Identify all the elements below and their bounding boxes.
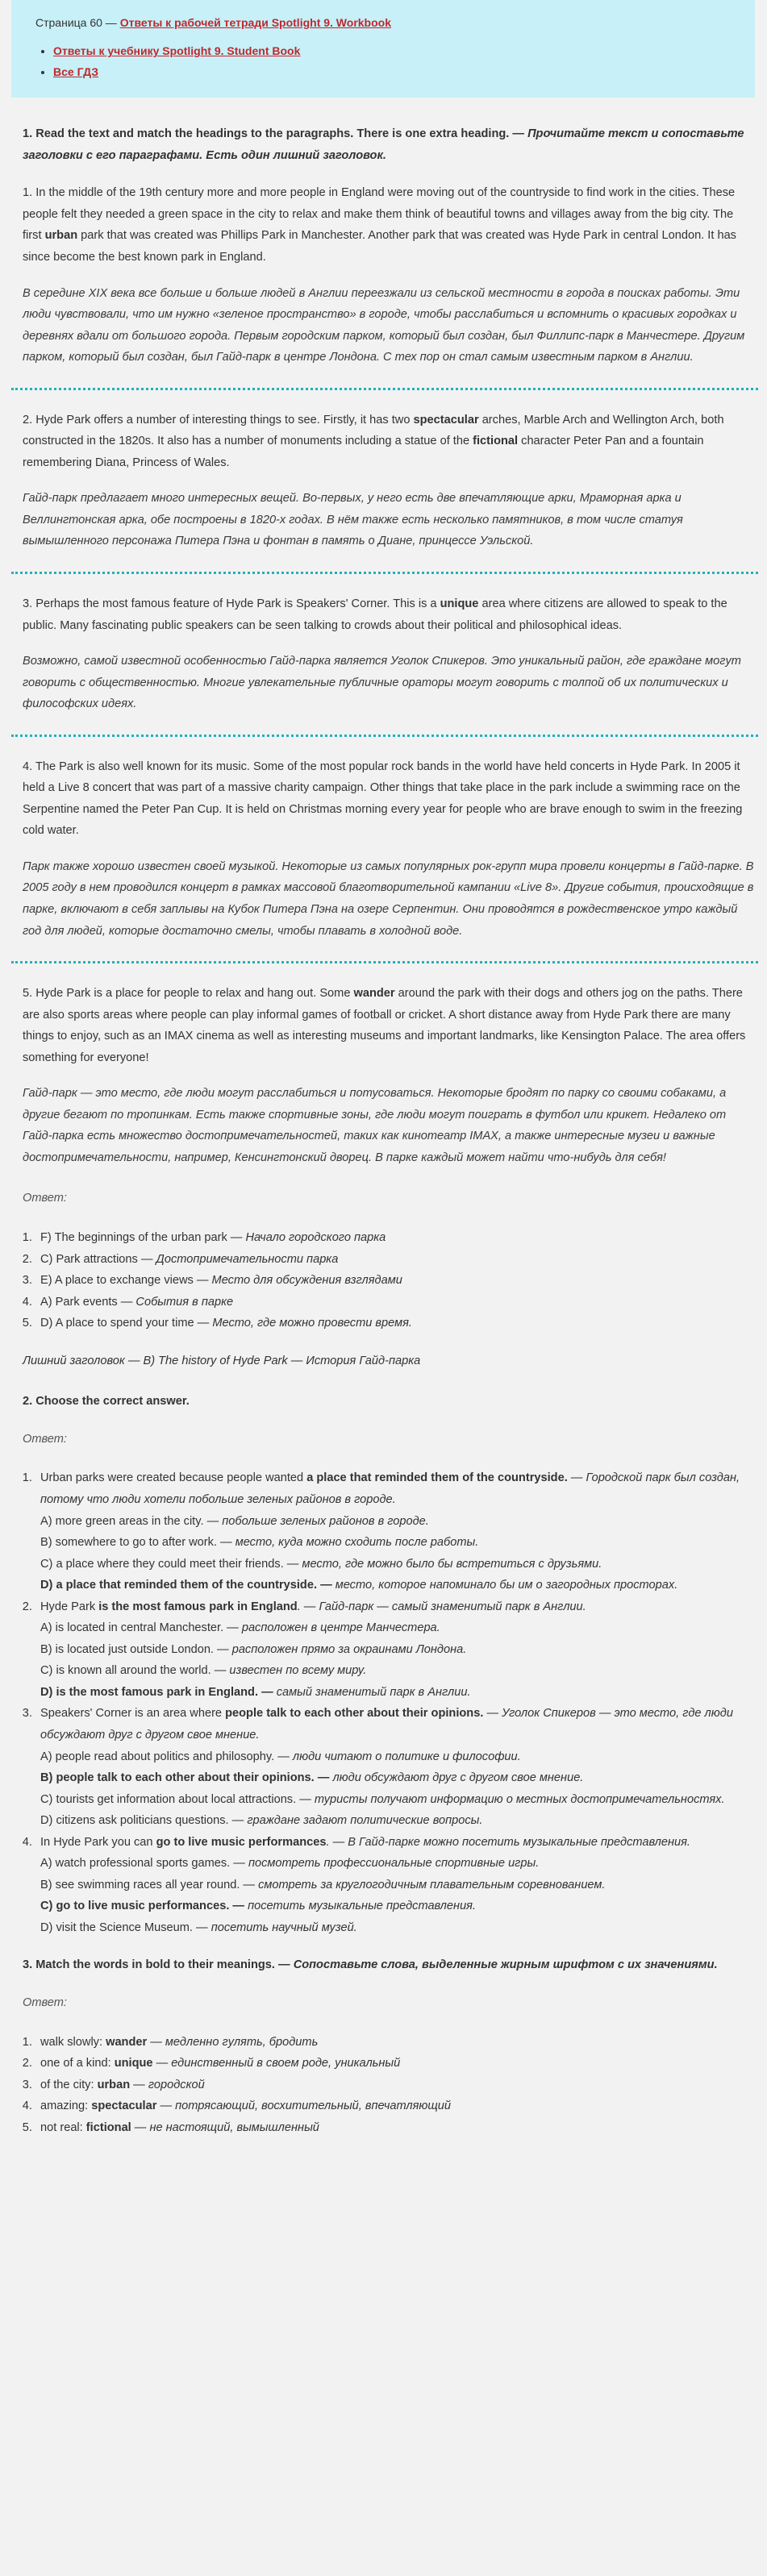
task2-question-list xyxy=(23,1467,755,1938)
option xyxy=(40,1617,755,1639)
text: A) more green areas in the city. — xyxy=(40,1514,223,1528)
text: — потрясающий, восхитительный, впечатляющий xyxy=(156,2100,452,2113)
option-correct xyxy=(40,1767,755,1789)
correct-answer: people talk to each other about their opinions. xyxy=(225,1707,484,1721)
bold-word: fictional xyxy=(473,435,519,448)
text: E) A place to exchange views — xyxy=(40,1274,212,1288)
text: of the city: xyxy=(40,2078,98,2091)
text: 2. Hyde Park offers a number of interesting things to see. Firstly, it has two xyxy=(23,413,414,427)
option xyxy=(40,1789,755,1811)
text: park that was created was Phillips Park in Manchester. Another park that was created was Hyde Park in central London. It has since become the best known park in England. xyxy=(23,229,736,264)
text: смотреть за круглогодичным плавательным соревнованием. xyxy=(258,1878,606,1891)
list-item xyxy=(35,2032,755,2054)
text: — городской xyxy=(130,2078,205,2091)
text: люди читают о политике и философии. xyxy=(292,1750,521,1763)
text: amazing: xyxy=(40,2100,92,2113)
task1-answer-label: Ответ: xyxy=(23,1192,67,1205)
text: — не настоящий, вымышленный xyxy=(131,2120,319,2134)
text: C) Park attractions — xyxy=(40,1252,156,1266)
task1-heading-en: 1. Read the text and match the headings to the paragraphs. There is one extra heading. — xyxy=(23,127,528,141)
text: побольше зеленых районов в городе. xyxy=(222,1514,429,1528)
all-gdz-link[interactable]: Все ГДЗ xyxy=(53,65,99,79)
bold-word: fictional xyxy=(85,2120,131,2134)
option xyxy=(40,1875,755,1896)
text: Начало городского парка xyxy=(245,1231,386,1245)
paragraph-3-en xyxy=(23,593,755,636)
nav-item-all-gdz xyxy=(53,62,740,83)
text: граждане задают политические вопросы. xyxy=(247,1814,483,1828)
text: A) watch professional sports games. — xyxy=(40,1857,248,1871)
translation: — Уголок Спикеров — это место, где люди обсуждают друг с другом свое мнение. xyxy=(40,1707,733,1742)
text: 3. Perhaps the most famous feature of Hyde Park is Speakers' Corner. This is a xyxy=(23,597,440,610)
option xyxy=(40,1853,755,1875)
task3-answer-label: Ответ: xyxy=(23,1995,67,2009)
option xyxy=(40,1660,755,1682)
text: D) is the most famous park in England. — xyxy=(40,1685,277,1699)
divider xyxy=(11,961,758,963)
list-item xyxy=(35,2075,755,2096)
options xyxy=(40,1511,755,1596)
text: A) is located in central Manchester. — xyxy=(40,1621,242,1635)
text: Достопримечательности парка xyxy=(156,1252,339,1266)
option-correct xyxy=(40,1896,755,1917)
text: Место, где можно провести время. xyxy=(212,1317,412,1330)
text: B) people talk to each other about their opinions. — xyxy=(40,1771,333,1785)
text: walk slowly: xyxy=(40,2035,106,2049)
options xyxy=(40,1746,755,1832)
text: B) somewhere to go to after work. — xyxy=(40,1536,236,1550)
bold-word: spectacular xyxy=(413,413,479,427)
text: 1. In the middle of the 19th century more and more people in England were moving out of the countryside to find work in the cities. These people felt they needed a green space in the city to relax and make them think of beautiful towns and villages away from the big city. The first xyxy=(23,186,736,243)
text: arches, Marble Arch and Wellington Arch, both constructed in the 1820s. It also has a number of monuments including a statue of the xyxy=(23,413,724,448)
divider xyxy=(11,735,758,737)
list-item xyxy=(35,1227,755,1249)
text: самый знаменитый парк в Англии. xyxy=(276,1685,471,1699)
text: посетить научный музей. xyxy=(211,1921,357,1934)
option xyxy=(40,1511,755,1533)
text: around the park with their dogs and others jog on the paths. There are also sports areas where people can play informal games of football or cricket. A short distance away from Hyde Park there are many things to enjoy, such as an IMAX cinema as well as interesting museums and important landmarks, like Kensington Palace. The area offers something for everyone! xyxy=(23,987,746,1064)
text: F) The beginnings of the urban park — xyxy=(40,1231,246,1245)
question-item xyxy=(35,1596,755,1704)
text: расположен в центре Манчестера. xyxy=(241,1621,440,1635)
list-item xyxy=(35,2053,755,2075)
text: Urban parks were created because people wanted xyxy=(40,1471,307,1485)
text: character Peter Pan and a fountain remembering Diana, Princess of Wales. xyxy=(23,435,704,469)
option xyxy=(40,1746,755,1768)
navigation-box xyxy=(11,0,755,98)
text: События в парке xyxy=(135,1295,234,1309)
text: место, где можно было бы встретиться с друзьями. xyxy=(302,1557,602,1571)
text: туристы получают информацию о местных достопримечательностях. xyxy=(314,1792,725,1806)
option xyxy=(40,1810,755,1832)
text: место, куда можно сходить после работы. xyxy=(235,1536,479,1550)
question-item xyxy=(35,1467,755,1596)
correct-answer: is the most famous park in England xyxy=(98,1600,298,1613)
bold-word: urban xyxy=(97,2078,131,2091)
options xyxy=(40,1853,755,1938)
option xyxy=(40,1532,755,1554)
text: In Hyde Park you can xyxy=(40,1835,156,1849)
list-item xyxy=(35,1249,755,1271)
divider xyxy=(11,388,758,390)
bold-word: unique xyxy=(114,2057,153,2070)
text: D) citizens ask politicians questions. — xyxy=(40,1814,248,1828)
paragraph-5-en xyxy=(23,983,755,1068)
text: B) see swimming races all year round. — xyxy=(40,1878,259,1891)
text: C) go to live music performances. — xyxy=(40,1900,248,1913)
option xyxy=(40,1554,755,1575)
text: D) visit the Science Museum. — xyxy=(40,1921,211,1934)
bold-word: unique xyxy=(440,597,479,610)
list-item xyxy=(35,1313,755,1334)
task1-heading-ru: Прочитайте текст и сопоставьте заголовки с его параграфами. Есть один лишний заголовок. xyxy=(23,127,744,162)
correct-answer: a place that reminded them of the countryside. xyxy=(306,1471,568,1485)
option xyxy=(40,1917,755,1939)
paragraph-4-ru: Парк также хорошо известен своей музыкой. Некоторые из самых популярных рок-групп мира провели концерты в Гайд-парке. В 2005 году в нем проводился концерт в рамках массовой благотворительной кампании «Live 8». Другие события, происходящие в парке, включают в себя заплывы на Кубок Питера Пэна на озере Серпентин. Они проводятся в рождественское утро каждый год для людей, которые достаточно смелы, чтобы плавать в холодной воде. xyxy=(23,859,754,938)
bold-word: wander xyxy=(353,987,395,1001)
option-correct xyxy=(40,1682,755,1704)
nav-list xyxy=(35,41,740,83)
divider xyxy=(11,572,758,574)
text: 5. Hyde Park is a place for people to relax and hang out. Some xyxy=(23,987,354,1001)
text: D) a place that reminded them of the countryside. — xyxy=(40,1579,336,1592)
task2-answer-label: Ответ: xyxy=(23,1432,67,1446)
nav-row xyxy=(35,13,740,33)
text: люди обсуждают друг с другом свое мнение. xyxy=(332,1771,584,1785)
task3-heading-ru: Сопоставьте слова, выделенные жирным шрифтом с их значениями. xyxy=(293,1958,718,1972)
translation: . — В Гайд-парке можно посетить музыкальные представления. xyxy=(326,1835,690,1849)
text: C) tourists get information about local attractions. — xyxy=(40,1792,315,1806)
main-content xyxy=(11,123,755,2138)
student-book-link[interactable]: Ответы к учебнику Spotlight 9. Student Book xyxy=(53,44,301,58)
nav-prefix: Страница 60 — xyxy=(35,16,120,29)
text: место, которое напоминало бы им о загородных просторах. xyxy=(335,1579,678,1592)
paragraph-2-ru: Гайд-парк предлагает много интересных вещей. Во-первых, у него есть две впечатляющие арки, Мраморная арка и Веллингтонская арка, обе построены в 1820-х годах. В нём также есть несколько памятников, в том числе статуя вымышленного персонажа Питера Пэна и фонтан в память о Диане, принцессе Уэльской. xyxy=(23,492,683,548)
paragraph-1-ru: В середине XIX века все больше и больше людей в Англии переезжали из сельской местности в города в поисках работы. Эти люди чувствовали, что им нужно «зеленое пространство» в городе, чтобы расслабиться и вспомнить о красивых городках и деревнях вдали от большого города. Первым городским парком, который был создан, был Филлипс-парк в Манчестере. Другим парком, который был создан, был Гайд-парк в центре Лондона. С тех пор он стал самым известным парком в Англии. xyxy=(23,286,745,364)
text: — единственный в своем роде, уникальный xyxy=(152,2057,401,2070)
translation: . — Гайд-парк — самый знаменитый парк в Англии. xyxy=(297,1600,586,1613)
task2-heading: 2. Choose the correct answer. xyxy=(23,1395,190,1409)
text: not real: xyxy=(40,2120,86,2134)
option-correct xyxy=(40,1575,755,1596)
task1-heading xyxy=(23,123,755,166)
bold-word: spectacular xyxy=(91,2100,157,2113)
text: C) a place where they could meet their friends. — xyxy=(40,1557,302,1571)
list-item xyxy=(35,1292,755,1313)
task3-heading xyxy=(23,1954,755,1976)
text: A) people read about politics and philosophy. — xyxy=(40,1750,293,1763)
text: C) is known all around the world. — xyxy=(40,1664,230,1678)
extra-heading: Лишний заголовок — B) The history of Hyde Park — История Гайд-парка xyxy=(23,1354,421,1367)
text: расположен прямо за окраинами Лондона. xyxy=(231,1642,467,1656)
text: посмотреть профессиональные спортивные игры. xyxy=(248,1857,540,1871)
list-item xyxy=(35,2095,755,2117)
task1-answer-list xyxy=(23,1227,755,1334)
text: Место для обсуждения взглядами xyxy=(211,1274,402,1288)
text: one of a kind: xyxy=(40,2057,115,2070)
list-item xyxy=(35,1270,755,1292)
list-item xyxy=(35,2117,755,2139)
paragraph-3-ru: Возможно, самой известной особенностью Гайд-парка является Уголок Спикеров. Это уникальный район, где граждане могут говорить с общественностью. Многие увлекательные публичные ораторы могут говорить с толпой об их политических и философских идеях. xyxy=(23,655,741,711)
task3-heading-en: 3. Match the words in bold to their meanings. — xyxy=(23,1958,294,1972)
paragraph-2-en xyxy=(23,410,755,474)
correct-answer: go to live music performances xyxy=(156,1835,327,1849)
nav-item-student-book xyxy=(53,41,740,62)
question-item xyxy=(35,1703,755,1831)
text: известен по всему миру. xyxy=(229,1664,367,1678)
workbook-link[interactable]: Ответы к рабочей тетради Spotlight 9. Workbook xyxy=(119,16,391,29)
options xyxy=(40,1617,755,1703)
paragraph-1-en xyxy=(23,182,755,268)
text: B) is located just outside London. — xyxy=(40,1642,232,1656)
question-item xyxy=(35,1832,755,1939)
text: Hyde Park xyxy=(40,1600,99,1613)
text: — медленно гулять, бродить xyxy=(147,2035,319,2049)
task3-answer-list xyxy=(23,2032,755,2139)
option xyxy=(40,1639,755,1661)
bold-word: urban xyxy=(44,229,78,243)
text: area where citizens are allowed to speak to the public. Many fascinating public speakers can be seen talking to crowds about their political and philosophical ideas. xyxy=(23,597,727,632)
paragraph-5-ru: Гайд-парк — это место, где люди могут расслабиться и потусоваться. Некоторые бродят по парку со своими собаками, а другие бегают по тропинкам. Есть также спортивные зоны, где люди могут поиграть в футбол или крикет. Недалеко от Гайд-парка есть множество достопримечательностей, таких как кинотеатр IMAX, а также интересные музеи и важные достопримечательности, например, Кенсингтонский дворец. В парке каждый может найти что-нибудь для себя! xyxy=(23,1087,727,1164)
translation: — Городской парк был создан, потому что люди хотели побольше зеленых районов в городе. xyxy=(40,1471,740,1506)
text: A) Park events — xyxy=(40,1295,136,1309)
text: Speakers' Corner is an area where xyxy=(40,1707,226,1721)
paragraph-4-en: 4. The Park is also well known for its music. Some of the most popular rock bands in the world have held concerts in Hyde Park. In 2005 it held a Live 8 concert that was part of a massive charity campaign. Other things that take place in the park include a swimming race on the Serpentine named the Peter Pan Cup. It is held on Christmas morning every year for people who are brave enough to swim in the freezing cold water. xyxy=(23,759,743,838)
text: D) A place to spend your time — xyxy=(40,1317,213,1330)
text: посетить музыкальные представления. xyxy=(248,1900,477,1913)
bold-word: wander xyxy=(106,2035,148,2049)
